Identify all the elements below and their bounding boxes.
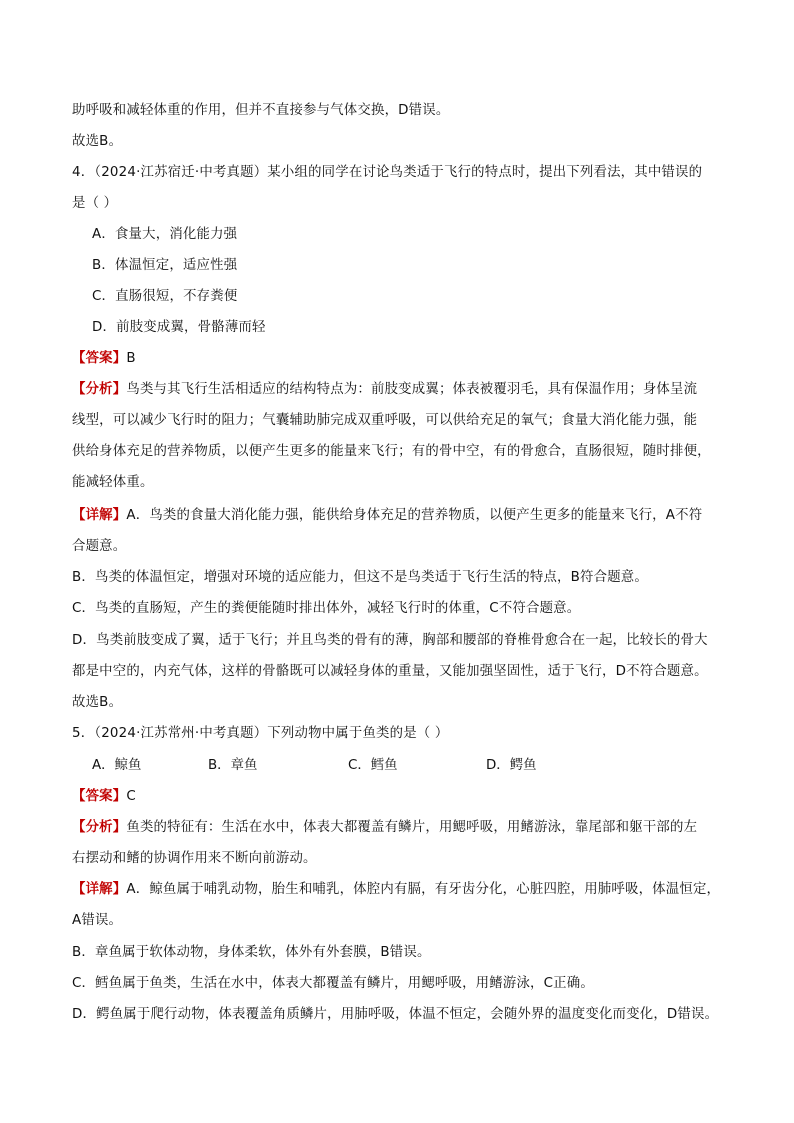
detail-text: A．鲸鱼属于哺乳动物，胎生和哺乳，体腔内有膈，有牙齿分化，心脏四腔，用肺呼吸，体温恒定， (126, 882, 721, 897)
q5-analysis-line (72, 819, 697, 837)
analysis-text: 鸟类与其飞行生活相适应的结构特点为：前肢变成翼；体表被覆羽毛，具有保温作用；身体呈流 (126, 382, 698, 397)
detail-tag: 【详解】 (72, 882, 127, 897)
conclusion-line: 故选B。 (72, 695, 123, 710)
answer-tag: 【答案】 (72, 351, 127, 366)
question-5-stem: 5．（2024·江苏常州·中考真题）下列动物中属于鱼类的是（ ） (72, 726, 449, 741)
q5-option-b: B．章鱼 (208, 758, 258, 773)
analysis-tag: 【分析】 (72, 820, 127, 835)
q4-option-b: B．体温恒定，适应性强 (92, 258, 238, 273)
answer-value: B (126, 351, 136, 366)
text-line: 供给身体充足的营养物质，以便产生更多的能量来飞行；有的骨中空，有的骨愈合，直肠很短，随时排便， (72, 444, 711, 459)
conclusion-line: 故选B。 (72, 134, 123, 149)
detail-tag: 【详解】 (72, 508, 127, 523)
q5-answer-line (72, 788, 136, 806)
text-line: 能减轻体重。 (72, 475, 154, 490)
text-line: D．鸟类前肢变成了翼，适于飞行；并且鸟类的骨有的薄，胸部和腰部的脊椎骨愈合在一起，比较长的骨大 (72, 633, 708, 648)
text-line: A错误。 (72, 913, 123, 928)
analysis-text: 鱼类的特征有：生活在水中，体表大都覆盖有鳞片，用鳃呼吸，用鳍游泳，靠尾部和躯干部的左 (126, 820, 698, 835)
q4-analysis-line (72, 381, 697, 399)
analysis-tag: 【分析】 (72, 382, 127, 397)
text-line: C．鳕鱼属于鱼类，生活在水中，体表大都覆盖有鳞片，用鳃呼吸，用鳍游泳，C正确。 (72, 976, 594, 991)
q5-option-c: C．鳕鱼 (348, 758, 398, 773)
text-line: 都是中空的，内充气体，这样的骨骼既可以减轻身体的重量，又能加强坚固性，适于飞行，D不符合题意。 (72, 664, 708, 679)
q5-option-a: A．鲸鱼 (92, 758, 142, 773)
question-4-stem-cont: 是（ ） (72, 196, 118, 211)
text-line: 右摆动和鳍的协调作用来不断向前游动。 (72, 851, 317, 866)
text-line: B．章鱼属于软体动物，身体柔软，体外有外套膜，B错误。 (72, 945, 431, 960)
text-line: 线型，可以减少飞行时的阻力；气囊辅助肺完成双重呼吸，可以供给充足的氧气；食量大消化能力强，能 (72, 413, 698, 428)
text-line: D．鳄鱼属于爬行动物，体表覆盖角质鳞片，用肺呼吸，体温不恒定，会随外界的温度变化而变化，D错误。 (72, 1007, 719, 1022)
answer-tag: 【答案】 (72, 789, 127, 804)
q4-option-d: D．前肢变成翼，骨骼薄而轻 (92, 320, 266, 335)
answer-value: C (126, 789, 136, 804)
q4-option-a: A．食量大，消化能力强 (92, 227, 238, 242)
q5-detail-line (72, 881, 720, 899)
q5-option-d: D．鳄鱼 (486, 758, 537, 773)
q4-option-c: C．直肠很短，不存粪便 (92, 289, 238, 304)
text-line: 合题意。 (72, 539, 127, 554)
q4-answer-line (72, 350, 136, 368)
q4-detail-line (72, 507, 702, 525)
text-line: C．鸟类的直肠短，产生的粪便能随时排出体外，减轻飞行时的体重，C不符合题意。 (72, 601, 581, 616)
question-4-stem: 4．（2024·江苏宿迁·中考真题）某小组的同学在讨论鸟类适于飞行的特点时，提出下列看法，其中错误的 (72, 165, 703, 180)
text-line: B．鸟类的体温恒定，增强对环境的适应能力，但这不是鸟类适于飞行生活的特点，B符合题意。 (72, 570, 648, 585)
detail-text: A．鸟类的食量大消化能力强，能供给身体充足的营养物质，以便产生更多的能量来飞行，A不符 (126, 508, 703, 523)
text-line: 助呼吸和减轻体重的作用，但并不直接参与气体交换，D错误。 (72, 103, 450, 118)
